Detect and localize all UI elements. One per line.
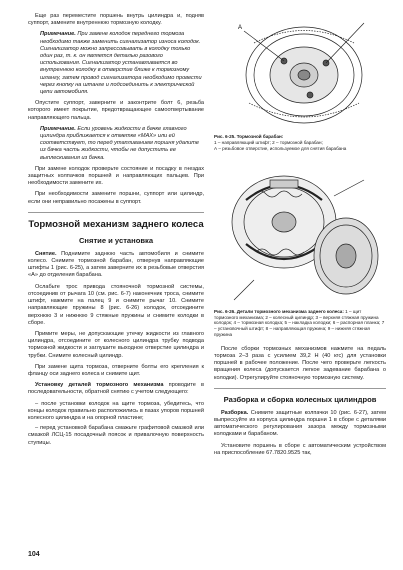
note-2: [40, 126, 204, 162]
paragraph: При замене щита тормоза, отверните болты его крепления к фланцу оси заднего колеса и снимите щит.: [28, 363, 204, 377]
caption-line: А – резьбовое отверстие, используемое для снятия барабана: [214, 145, 347, 151]
paragraph: Установите поршень в сборе с автоматическим устройством на приспособление 67.7820.9525 так,: [214, 442, 386, 456]
note-1: [40, 31, 204, 96]
paragraph: Ослабьте трос привода стояночной тормозной системы, отсоединив от рычага 10 (см. рис. 6-7) наконечник троса, снимите штифт, нажмите на палец 9 и снимите рычаг 10. Снимите направляющие пружины 8 (рис. 6-26) колодок, отсоедините верхнюю 3 и нижнюю 9 стяжные пружины и снимите колодки в сборе.: [28, 283, 204, 326]
figure-brake-drum: [214, 13, 386, 129]
figure-caption-6-26: [214, 309, 386, 338]
paragraph: Примите меры, не допускающие утечку жидкости из главного цилиндра, отсоедините от колесного цилиндра трубку подвода тормозной жидкости и заглушите выходное отверстие цилиндра и трубки. Снимите колесный цилиндр.: [28, 330, 204, 359]
paragraph: При замене колодок проверьте состояние и посадку в гнездах защитных колпачков поршней и направляющих пальцев. При необходимости замените их.: [28, 165, 204, 187]
note-text: Если уровень жидкости в бачке главного цилиндра приближается к отметке «MAX» или ей соответствует, то перед утапливанием поршня удалите из бачка часть жидкости, чтобы не допустить ее выплескивания из бачка.: [40, 125, 199, 161]
list-item: – после установки колодок на щите тормоза, убедитесь, что концы колодок правильно расположились в пазах упоров поршней колесного цилиндра и на опорной пластине;: [28, 400, 204, 421]
paragraph: Еще раз переместите поршень внутрь цилиндра и, подняв суппорт, замените внутреннюю тормозную колодку.: [28, 13, 204, 27]
list: [28, 401, 204, 447]
note-text: При замене колодок переднего тормоза необходимо также заменить сигнализатор износа колодок. Сигнализатор можно запрессовывать в колодку только один раз, т. к. он является деталью разового использования. Сигнализатор устанавливается во внутреннюю колодку в отверстие ближе к тормозному шлангу, затем провод сигнализатора необходимо провести через кнопку на штанге и подсоединить к электрической цепи автомобиля.: [40, 31, 202, 96]
divider: [28, 212, 204, 213]
figure-rear-brake-parts: [214, 160, 386, 304]
page-number: 104: [28, 551, 40, 558]
lead-word: Разборка.: [221, 409, 249, 416]
subsection-title: Разборка и сборка колесных цилиндров: [223, 394, 377, 404]
paragraph: [28, 251, 204, 280]
paragraph: При необходимости замените поршни, суппорт или цилиндр, если они неправильно посажены в суппорт.: [28, 191, 204, 205]
note-label: Примечание.: [40, 125, 76, 132]
divider: [214, 388, 386, 389]
section-title: Тормозной механизм заднего колеса: [28, 218, 204, 230]
paragraph: [214, 410, 386, 439]
figure-label: A: [238, 25, 243, 31]
subsection-title: Снятие и установка: [78, 235, 154, 245]
lead-word: Снятие.: [35, 250, 57, 257]
list-item: – перед установкой барабана смажьте графитовой смазкой или смазкой ЛСЦ-15 посадочный поясок и привалочную поверхность ступицы.: [28, 425, 204, 446]
note-label: Примечание.: [40, 31, 76, 38]
lead-phrase: Установку деталей тормозного механизма: [35, 382, 164, 389]
paragraph: [28, 382, 204, 396]
caption-title: Рис. 6-26. Детали тормозного механизма заднего колеса:: [214, 308, 344, 314]
figure-caption-6-25: [214, 134, 386, 151]
left-column: [28, 13, 204, 450]
caption-text: 1 – щит тормозного механизма; 2 – колесный цилиндр; 3 – верхняя стяжная пружина колодок; 4 – тормозная колодка; 5 – накладка колодки; 6 – распорная планка; 7 – установочный штифт; 8 – направляющая пружина; 9 – нижняя стяжная пружина: [214, 308, 385, 337]
paragraph-text: Снимите защитные колпачки 10 (рис. 6-27), затем выпрессуйте из корпуса цилиндра поршни 1 в сборе с деталями автоматического регулирования зазора между тормозными колодками и барабаном.: [214, 409, 386, 438]
paragraph: Опустите суппорт, заверните и законтрите болт 6, резьба которого имеет покрытие, предотвращающее самоотвертывание направляющего пальца.: [28, 100, 204, 121]
caption-title: Рис. 6-25. Тормозной барабан:: [214, 134, 284, 140]
paragraph-text: проводите в последовательности, обратной снятию с учетом следующего:: [28, 382, 204, 396]
paragraph-text: Поднимите заднюю часть автомобиля и снимите колесо. Снимите тормозной барабан, отвернув направляющие штифты 1 (рис. 6-25), а затем заверните их в резьбовые отверстия «А» до отделения барабана.: [28, 250, 204, 279]
right-column: [214, 13, 386, 461]
caption-line: 1 – направляющий штифт; 2 – тормозной барабан;: [214, 140, 323, 145]
paragraph: После сборки тормозных механизмов нажмите на педаль тормоза 2–3 раза с усилием 39,2 Н (40 кгс) для установки поршней в рабочее положение. После чего проверьте легкость вращения колеса (допускается легкое задевание барабана о колодки). Отрегулируйте стояночную тормозную систему.: [214, 345, 386, 381]
